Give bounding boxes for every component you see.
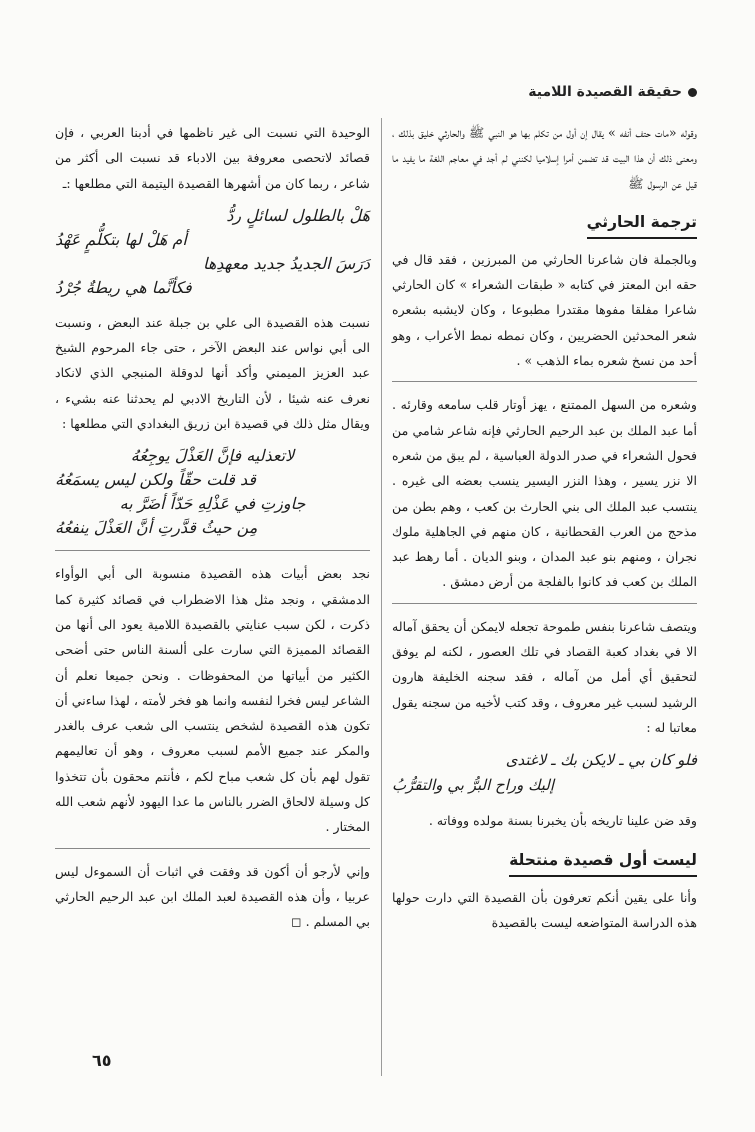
divider — [55, 550, 370, 551]
paragraph: وبالجملة فان شاعرنا الحارثي من المبرزين ، فقد قال في حقه ابن المعتز في كتابه « طبقات الشعراء » كان الحارثي شاعرا مفلقا مفوها مقتدرا مطبوعا ، وكان لايشبه بشعره شعر المحدثين الحضريين ، وكان نمطه نمط الأعراب ، وهو أحد من نسخ شعره بماء الذهب » . — [392, 251, 697, 369]
verse-line: مِن حيثُ قدَّرتِ أنَّ العَذْلَ ينفعُهُ — [55, 518, 258, 538]
verse-line: أم هَلْ لها بتكلُّمٍ عَهْدُ — [55, 229, 187, 249]
section-heading: ليست أول قصيدة منتحلة — [509, 846, 697, 877]
paragraph: ويتصف شاعرنا بنفس طموحة تجعله لايمكن أن يحقق آماله الا في بغداد كعبة القصاد في تلك العصور ، لكنه لم يوفق لتحقيق أي أمل من آماله ، فقد سجنه الخليفة هارون الرشيد لسبب غير معروف ، وقد كتب لأخيه من سجنه يقول معاتبا له : — [392, 618, 697, 735]
column-divider — [381, 118, 382, 1076]
verse-block — [392, 748, 697, 798]
verse-block — [55, 204, 370, 300]
paragraph: وشعره من السهل الممتنع ، يهز أوتار قلب سامعه وقارئه . أما عبد الملك بن عبد الرحيم الحارثي فإنه شاعر شامي من فحول الشعراء في صدر الدولة العباسية ، لم يبق من شعره الا نزر يسير ، وهذا النزر اليسير ينسب بعضه الى غيره . ينتسب عبد الملك الى بني الحارث بن كعب ، وهم بطن من مذحج من العرب القحطانية ، كان منهم في الجاهلية ملوك نجران ، ومنهم بنو عبد المدان ، وبنو الديان . أما رهط عبد الملك بن كعب فد كانوا بالفلجة من أرض دمشق . — [392, 397, 697, 590]
verse-line: إليك وراح البرُّ بي والتقرُّبُ — [392, 776, 555, 795]
divider — [392, 381, 697, 382]
verse-line: جاوزتِ في عَذْلِهِ حَدّاً أضَرَّ به — [119, 494, 306, 514]
section-heading: ترجمة الحارثي — [587, 208, 697, 239]
paragraph: الوحيدة التي نسبت الى غير ناظمها في أدبنا العربي ، فإن قصائد لاتحصى معروفة بين الادباء قد نسبت الى أكثر من شاعر ، ربما كان من أشهرها القصيدة اليتيمة التي مطلعها :ـ — [55, 125, 370, 191]
page-number: ٦٥ — [92, 1051, 112, 1070]
paragraph: وقد ضن علينا تاريخه بأن يخبرنا بسنة مولده ووفاته . — [428, 813, 697, 829]
paragraph: نجد بعض أبيات هذه القصيدة منسوبة الى أبي الوأواء الدمشقي ، ونجد مثل هذا الاضطراب في قصائد كثيرة كما ذكرت ، لكن سبب عنايتي بالقصيدة اللامية يعود الى أنها من القصائد المميزة التي سارت على ألسنة الناس حتى أضحى الكثير من أبياتها من المحفوظات . ونحن جميعا نعلم أن الشاعر ليس فخرا لنفسه وانما هو فخر لأمته ، لهذا ساءني أن تكون هذه القصيدة لشخص ينتسب الى شعب عرف بالغدر والمكر عند جميع الأمم لسبب معروف ، وهو أن تعاليمهم تقول لهم بأن كل شعب مباح لكم ، فأنتم محقون بأن تتخذوا كل وسيلة لالحاق الضرر بالناس ما عدا اليهود لأنهم شعب الله المختار . — [55, 566, 370, 835]
right-column — [392, 120, 697, 943]
paragraph: وقوله «مات حتف أنفه » يقال إن أول من تكلم بها هو النبي ﷺ والحارثي خليق بذلك ، ومعنى ذلك أن هذا البيت قد تضمن أمرا إسلاميا لكنني لم أجد في معاجم اللغة ما يفيد ما قيل عن الرسول ﷺ — [392, 125, 697, 191]
divider — [392, 603, 697, 604]
verse-line: قد قلت حقّاً ولكن ليس يسمَعُهُ — [55, 470, 256, 490]
running-head-title: حقيقة القصيدة اللامية — [528, 84, 682, 100]
verse-line: دَرَسَ الجديدُ جديد معهدِها — [202, 253, 370, 273]
verse-line: فكأنَّما هي ريطةٌ جُرْدُ — [55, 277, 192, 297]
divider — [55, 848, 370, 849]
verse-line: لاتعذليه فإنَّ العَذْلَ يوجِعُهُ — [130, 446, 295, 466]
verse-line: هَلْ بالطلول لسائلٍ ردُّ — [226, 205, 370, 225]
paragraph: وإني لأرجو أن أكون قد وفقت في اثبات أن السموءل ليس عربيا ، وأن هذه القصيدة لعبد الملك ابن عبد الرحيم الحارثي بي المسلم . ◻ — [55, 863, 370, 930]
paragraph: وأنا على يقين أنكم تعرفون بأن القصيدة التي دارت حولها هذه الدراسة المتواضعه ليست بالقصيدة — [392, 889, 697, 930]
verse-block — [55, 444, 370, 540]
paragraph: نسبت هذه القصيدة الى علي بن جبلة عند البعض ، ونسبت الى أبي نواس عند البعض الآخر ، حتى جاء المرحوم الشيخ عبد العزيز الميمني وأكد أنها لدوقلة المنبجي الذي لانكاد نعرف عنه شيئا ، لأن التاريخ الادبي لم يحدثنا عنه بشيء ، ويقال مثل ذلك في قصيدة ابن زريق البغدادي التي مطلعها : — [55, 314, 370, 432]
left-column — [55, 120, 370, 943]
running-head — [528, 84, 697, 100]
verse-line: فلو كان بي ـ لايكن بك ـ لاغتدى — [505, 751, 697, 770]
bullet-icon — [688, 88, 697, 97]
